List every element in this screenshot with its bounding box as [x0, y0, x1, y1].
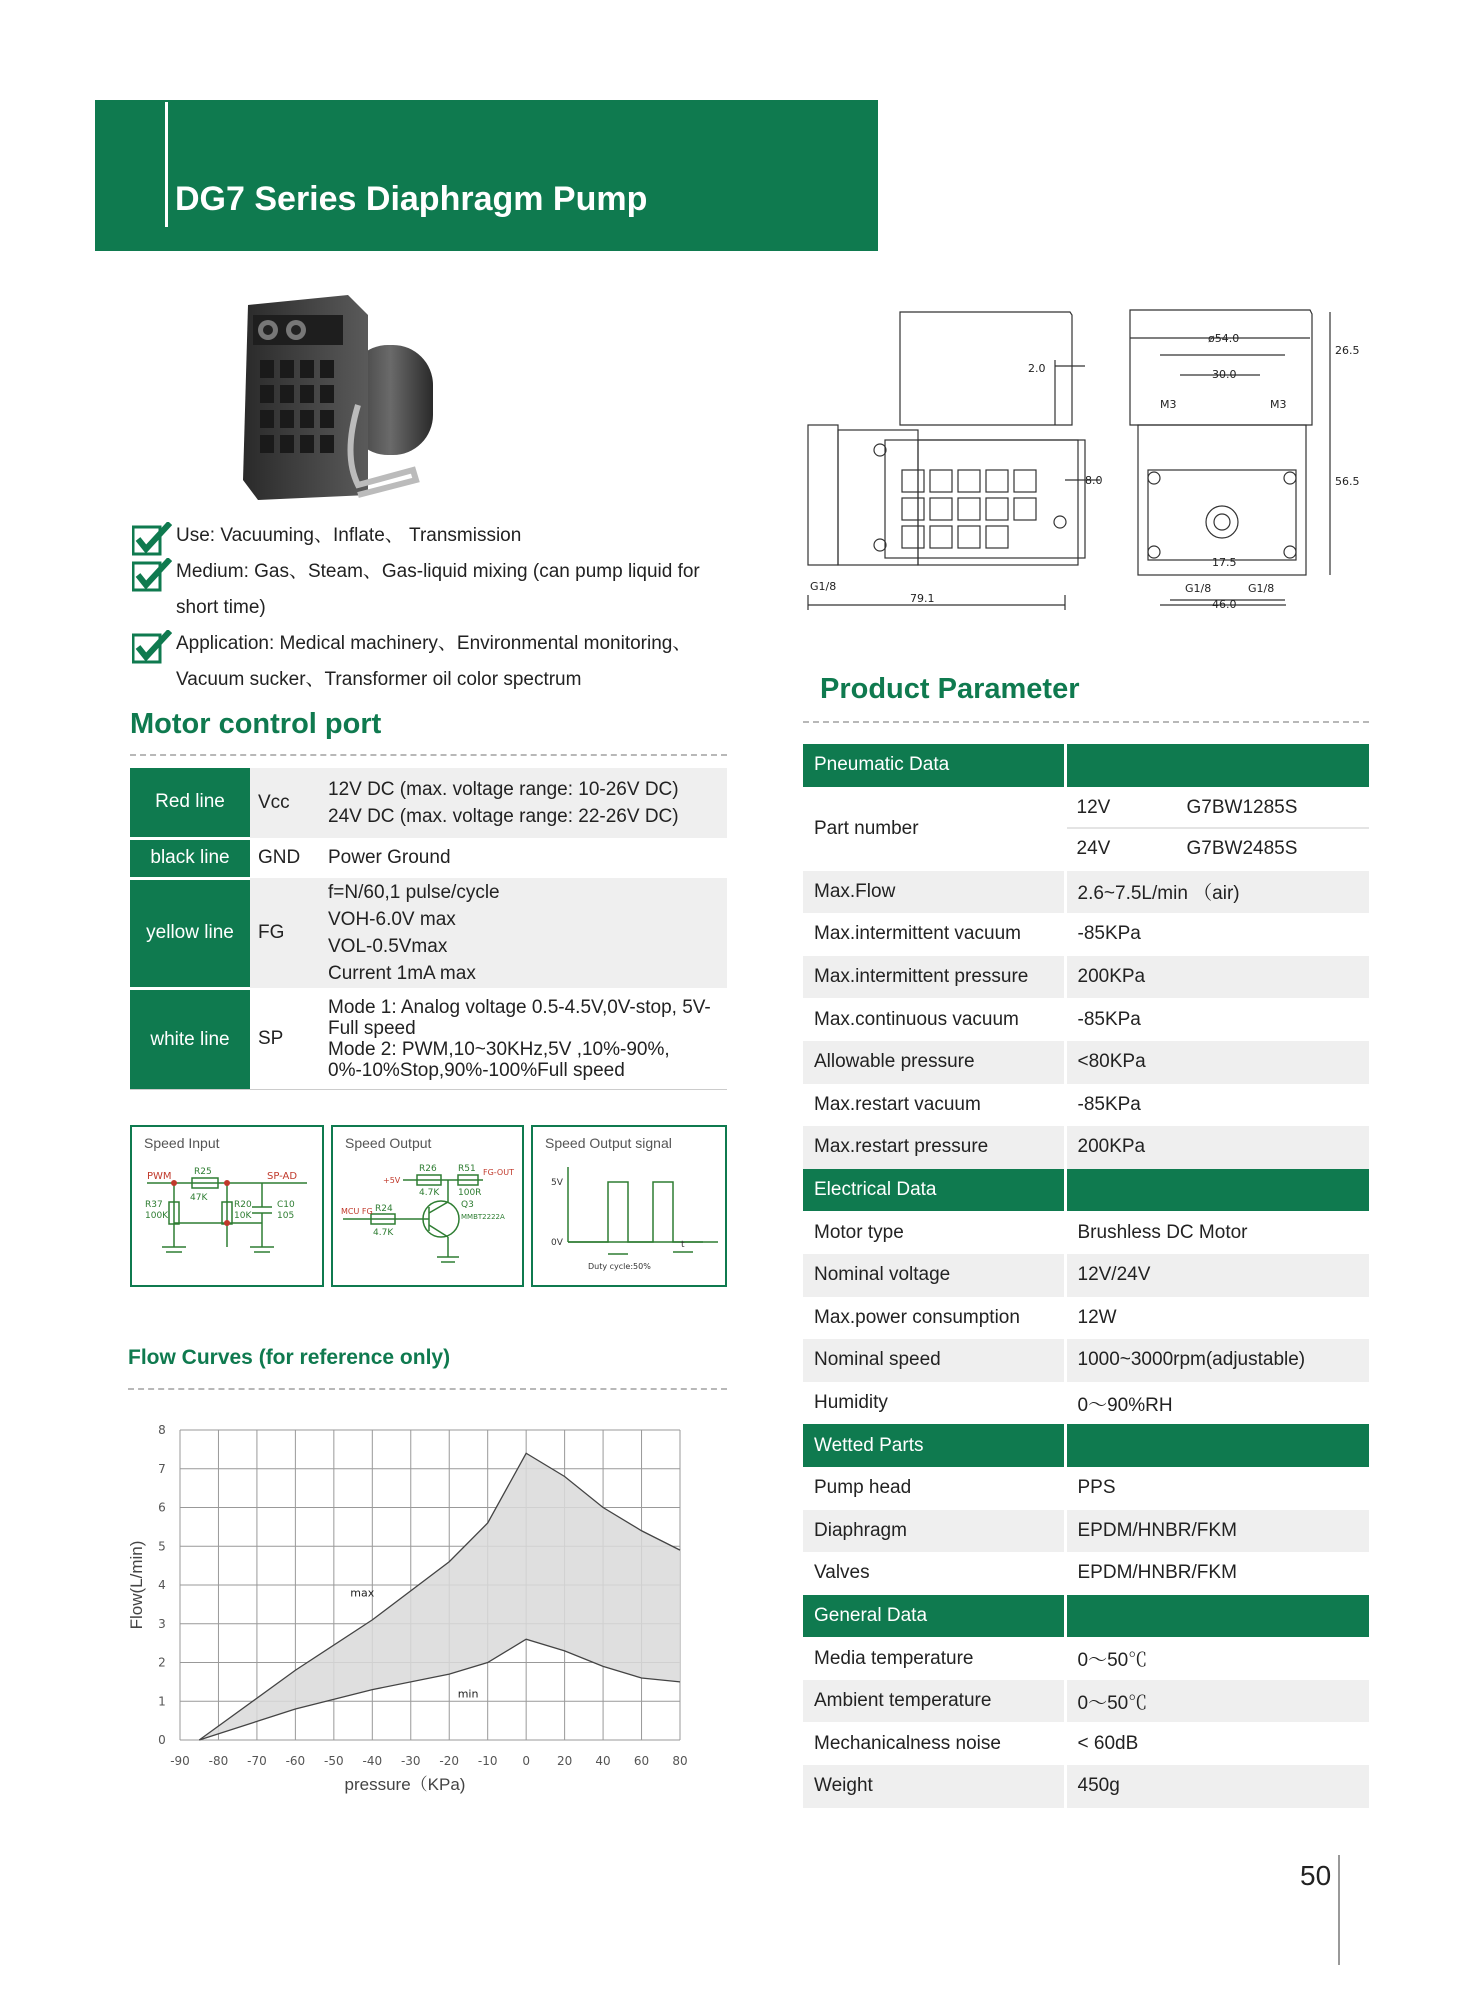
speed-output-title: Speed Output	[345, 1135, 432, 1151]
motor-port-table	[130, 768, 727, 1090]
circuit-label: R51	[458, 1164, 476, 1174]
parameter-row	[803, 1510, 1369, 1553]
part-voltage: 24V	[1076, 837, 1111, 859]
parameter-name: Max.Flow	[803, 871, 1065, 914]
x-tick-label: 20	[556, 1754, 573, 1768]
x-tick-label: 40	[595, 1754, 611, 1768]
parameter-row	[803, 1552, 1369, 1595]
dimension-label: M3	[1270, 398, 1287, 411]
wire-spec: f=N/60,1 pulse/cycle VOH-6.0V max VOL-0.5Vmax Current 1mA max	[318, 878, 727, 988]
wire-code: SP	[250, 988, 318, 1090]
x-tick-label: -40	[362, 1754, 383, 1768]
x-tick-label: -30	[400, 1754, 421, 1768]
parameter-value: 12V/24V	[1065, 1254, 1369, 1297]
x-tick-label: -60	[285, 1754, 306, 1768]
pump-image	[238, 285, 438, 510]
parameter-row	[803, 1126, 1369, 1169]
x-tick-label: -50	[324, 1754, 344, 1768]
parameter-name: Nominal speed	[803, 1339, 1065, 1382]
circuit-label: C10	[277, 1200, 295, 1210]
parameter-value: 2.6~7.5L/min （air)	[1065, 871, 1369, 914]
signal-label: Duty cycle:50%	[588, 1262, 651, 1271]
checkmark-icon	[132, 630, 172, 664]
circuit-label: 47K	[190, 1193, 208, 1203]
flow-chart	[120, 1410, 720, 1820]
parameter-value: PPS	[1077, 1477, 1116, 1499]
checkmark-icon	[132, 522, 172, 556]
circuit-label: 4.7K	[419, 1188, 440, 1198]
parameter-value: EPDM/HNBR/FKM	[1077, 1562, 1237, 1584]
parameter-row	[803, 1339, 1369, 1382]
parameter-value: < 60dB	[1077, 1732, 1139, 1754]
parameter-name: Max.continuous vacuum	[803, 998, 1065, 1041]
speed-input-box	[130, 1125, 324, 1287]
parameter-name: Allowable pressure	[803, 1041, 1065, 1084]
parameter-row	[803, 956, 1369, 999]
section-label: General Data	[803, 1595, 1065, 1638]
dimension-label: 79.1	[910, 592, 935, 605]
parameter-divider	[803, 721, 1369, 723]
parameter-value: -85KPa	[1077, 1008, 1141, 1030]
signal-label: 5V	[551, 1178, 563, 1188]
parameter-name: Mechanicalness noise	[803, 1722, 1065, 1765]
parameter-section-row	[803, 1169, 1369, 1212]
parameter-value: <80KPa	[1065, 1041, 1369, 1084]
parameter-name: Max.power consumption	[803, 1297, 1065, 1340]
dimension-label: 56.5	[1335, 475, 1360, 488]
parameter-value: 12W	[1077, 1306, 1117, 1328]
circuit-label: MCU FG	[341, 1207, 373, 1216]
part-number-row	[1067, 789, 1370, 829]
parameter-row	[803, 998, 1369, 1041]
y-tick-label: 4	[158, 1578, 166, 1592]
y-tick-label: 3	[158, 1616, 166, 1631]
motor-section-title: Motor control port	[130, 708, 382, 740]
parameter-row	[803, 1041, 1369, 1084]
signal-label: 0V	[551, 1238, 563, 1248]
parameter-sublist	[1065, 787, 1369, 871]
x-tick-label: -90	[170, 1754, 190, 1768]
series-label-min: min	[457, 1687, 479, 1701]
circuit-label: 100R	[458, 1188, 482, 1198]
parameter-name: Max.intermittent pressure	[803, 956, 1065, 999]
section-value	[1065, 1169, 1369, 1212]
parameter-section-row	[803, 1424, 1369, 1467]
parameter-row	[803, 871, 1369, 914]
speed-signal-plot	[533, 1127, 725, 1285]
wire-label: black line	[130, 838, 250, 878]
y-tick-label: 6	[158, 1500, 166, 1515]
y-tick-label: 0	[158, 1733, 166, 1747]
parameter-row	[803, 1297, 1369, 1340]
parameter-name: Pump head	[803, 1467, 1065, 1510]
parameter-row	[803, 1722, 1369, 1765]
wire-code: FG	[250, 878, 318, 988]
wire-code: GND	[250, 838, 318, 878]
dimension-label: M3	[1160, 398, 1177, 411]
section-label: Electrical Data	[803, 1169, 1065, 1212]
parameter-row	[803, 1467, 1369, 1510]
dimension-label: 46.0	[1212, 598, 1237, 611]
x-tick-label: -80	[208, 1754, 229, 1768]
y-tick-label: 8	[158, 1423, 166, 1437]
usage-list	[130, 518, 740, 698]
dimension-label: G1/8	[1185, 582, 1212, 595]
title-divider	[165, 102, 168, 227]
wire-spec: Mode 1: Analog voltage 0.5-4.5V,0V-stop, 5V-Full speed Mode 2: PWM,10~30KHz,5V ,10%-90%, 0%-10%Stop,90%-100%Full speed	[318, 988, 727, 1090]
page-number-rule	[1338, 1855, 1340, 1965]
dimension-label: 2.0	[1028, 362, 1046, 375]
series-label-max: max	[350, 1586, 375, 1600]
flow-section-title: Flow Curves (for reference only)	[128, 1346, 451, 1369]
wire-label: white line	[130, 988, 250, 1090]
parameter-name: Max.restart vacuum	[803, 1084, 1065, 1127]
usage-item: Application: Medical machinery、Environmental monitoring、Vacuum sucker、Transformer oil color spectrum	[130, 626, 740, 698]
wire-code: Vcc	[250, 768, 318, 838]
parameter-row	[803, 1254, 1369, 1297]
parameter-value: 1000~3000rpm(adjustable)	[1065, 1339, 1369, 1382]
parameter-name: Ambient temperature	[803, 1680, 1065, 1723]
page-title: DG7 Series Diaphragm Pump	[175, 180, 648, 218]
wire-label: Red line	[130, 768, 250, 838]
circuit-label: 100K	[145, 1211, 169, 1221]
parameter-table	[803, 744, 1369, 1808]
circuit-label: PWM	[147, 1171, 172, 1182]
speed-output-circuit	[333, 1127, 522, 1285]
parameter-value: -85KPa	[1077, 1093, 1141, 1115]
parameter-value: EPDM/HNBR/FKM	[1065, 1510, 1369, 1553]
dimension-label: 8.0	[1085, 474, 1103, 487]
dimension-label: G1/8	[1248, 582, 1275, 595]
parameter-value: 200KPa	[1065, 956, 1369, 999]
section-label: Wetted Parts	[803, 1424, 1065, 1467]
usage-item: Medium: Gas、Steam、Gas-liquid mixing (can pump liquid for short time)	[130, 554, 740, 626]
parameter-name: Diaphragm	[803, 1510, 1065, 1553]
y-tick-label: 5	[158, 1539, 166, 1554]
parameter-row	[803, 1211, 1369, 1254]
dimension-label: 30.0	[1212, 368, 1237, 381]
dimension-label: 26.5	[1335, 344, 1360, 357]
speed-signal-title: Speed Output signal	[545, 1135, 672, 1151]
parameter-row	[803, 1765, 1369, 1808]
parameter-section-row	[803, 744, 1369, 787]
y-tick-label: 1	[158, 1694, 166, 1709]
parameter-section-title: Product Parameter	[820, 673, 1080, 705]
speed-signal-box	[531, 1125, 727, 1287]
dimension-label: ø54.0	[1208, 332, 1240, 345]
parameter-name: Valves	[803, 1552, 1065, 1595]
circuit-label: FG-OUT	[483, 1168, 514, 1177]
parameter-name: Humidity	[803, 1382, 1065, 1425]
dimension-label: G1/8	[810, 580, 837, 593]
flow-divider	[128, 1388, 727, 1390]
part-voltage: 12V	[1076, 796, 1111, 818]
usage-item: Use: Vacuuming、Inflate、 Transmission	[130, 518, 740, 554]
parameter-value: Brushless DC Motor	[1077, 1221, 1248, 1243]
table-row	[130, 838, 727, 878]
circuit-label: 4.7K	[373, 1228, 394, 1238]
parameter-name: Part number	[803, 787, 1065, 871]
parameter-value: 0～90%RH	[1077, 1394, 1173, 1416]
y-tick-label: 7	[158, 1461, 166, 1476]
parameter-name: Max.intermittent vacuum	[803, 913, 1065, 956]
circuit-label: MMBT2222A	[461, 1213, 505, 1221]
wire-label: yellow line	[130, 878, 250, 988]
page-number: 50	[1300, 1860, 1332, 1891]
parameter-name: Media temperature	[803, 1637, 1065, 1680]
circuit-label: SP-AD	[267, 1171, 298, 1182]
parameter-name: Motor type	[803, 1211, 1065, 1254]
dimension-drawing	[800, 300, 1360, 620]
circuit-label: 105	[277, 1211, 295, 1221]
speed-input-title: Speed Input	[144, 1135, 220, 1151]
parameter-value: 0～50℃	[1065, 1680, 1369, 1723]
parameter-value: 200KPa	[1065, 1126, 1369, 1169]
x-tick-label: -70	[247, 1754, 267, 1768]
y-axis-label: Flow(L/min)	[127, 1540, 146, 1630]
motor-divider	[130, 754, 727, 756]
checkmark-icon	[132, 558, 172, 592]
section-value	[1065, 1595, 1369, 1638]
table-row	[130, 988, 727, 1090]
x-axis-label: pressure（KPa)	[344, 1775, 466, 1794]
section-value	[1065, 744, 1369, 787]
parameter-value: 450g	[1065, 1765, 1369, 1808]
circuit-label: R24	[375, 1204, 393, 1214]
title-banner	[95, 100, 878, 251]
x-tick-label: -10	[477, 1754, 498, 1768]
circuit-label: +5V	[383, 1176, 401, 1185]
circuit-label: R20	[234, 1200, 252, 1210]
x-tick-label: -20	[439, 1754, 460, 1768]
table-row	[130, 768, 727, 838]
circuit-label: R37	[145, 1200, 163, 1210]
x-tick-label: 0	[522, 1754, 530, 1768]
wire-spec: Power Ground	[318, 838, 727, 878]
table-row	[130, 878, 727, 988]
section-label: Pneumatic Data	[803, 744, 1065, 787]
x-tick-label: 80	[672, 1754, 688, 1768]
table-rule	[130, 1089, 727, 1090]
part-code: G7BW1285S	[1186, 796, 1298, 818]
flow-range-area	[199, 1453, 680, 1740]
parameter-name: Max.restart pressure	[803, 1126, 1065, 1169]
parameter-name: Nominal voltage	[803, 1254, 1065, 1297]
parameter-name: Weight	[803, 1765, 1065, 1808]
part-number-row	[1067, 829, 1370, 869]
parameter-row	[803, 1382, 1369, 1425]
signal-label: t	[681, 1240, 685, 1250]
wire-spec: 12V DC (max. voltage range: 10-26V DC) 24V DC (max. voltage range: 22-26V DC)	[318, 768, 727, 838]
section-value	[1065, 1424, 1369, 1467]
y-tick-label: 2	[158, 1655, 166, 1670]
parameter-row	[803, 1084, 1369, 1127]
parameter-value: 0～50℃	[1077, 1650, 1148, 1672]
parameter-row	[803, 787, 1369, 871]
dimension-label: 17.5	[1212, 556, 1237, 569]
circuit-label: Q3	[461, 1200, 474, 1210]
circuit-label: R26	[419, 1164, 437, 1174]
parameter-row	[803, 1680, 1369, 1723]
circuit-label: 10K	[234, 1211, 252, 1221]
circuit-label: R25	[194, 1167, 212, 1177]
parameter-row	[803, 913, 1369, 956]
parameter-section-row	[803, 1595, 1369, 1638]
part-code: G7BW2485S	[1186, 837, 1298, 859]
parameter-value: -85KPa	[1077, 923, 1141, 945]
speed-output-box	[331, 1125, 524, 1287]
x-tick-label: 60	[633, 1754, 650, 1768]
speed-input-circuit	[132, 1127, 322, 1285]
parameter-row	[803, 1637, 1369, 1680]
